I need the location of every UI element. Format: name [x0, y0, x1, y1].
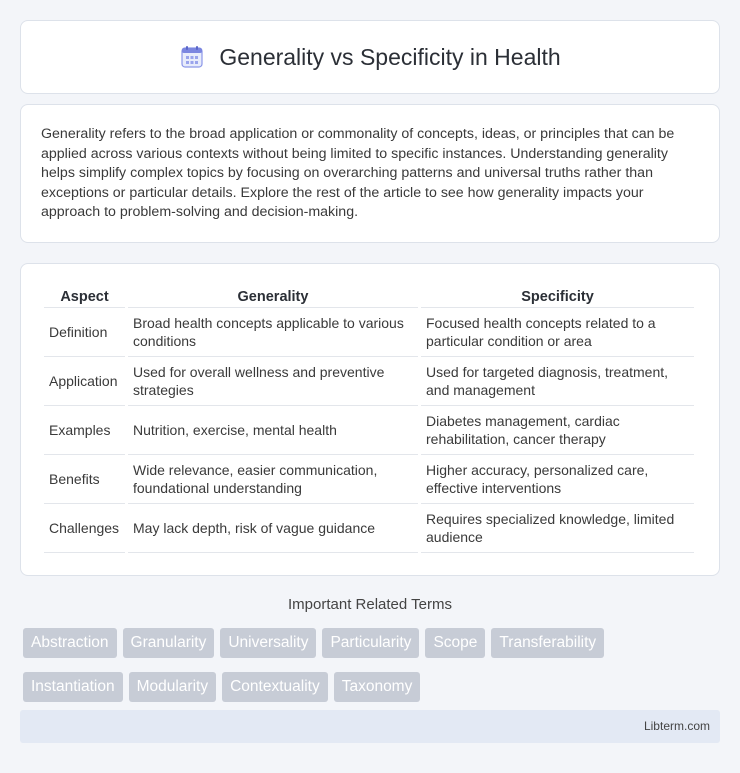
tag-universality[interactable]: Universality	[220, 628, 316, 658]
cell-aspect: Challenges	[44, 504, 125, 553]
cell-aspect: Examples	[44, 406, 125, 455]
page-title: Generality vs Specificity in Health	[219, 43, 561, 70]
intro-text: Generality refers to the broad application or commonality of concepts, ideas, or principles that can be applied across various contexts without being limited to specific instances. Understanding generality helps simplify complex topics by focusing on overarching patterns and universal truths rather than exceptions or particular details. Explore the rest of the article to see how generality impacts your approach to problem-solving and decision-making.	[41, 126, 675, 221]
cell-specificity: Diabetes management, cardiac rehabilitation, cancer therapy	[421, 406, 694, 455]
header-aspect: Aspect	[44, 284, 125, 308]
intro-card	[20, 104, 720, 243]
related-terms-heading: Important Related Terms	[288, 596, 452, 613]
cell-aspect: Application	[44, 357, 125, 406]
tag-instantiation[interactable]: Instantiation	[23, 672, 123, 702]
comparison-card	[20, 263, 720, 576]
cell-specificity: Used for targeted diagnosis, treatment, and management	[421, 357, 694, 406]
related-terms-list	[23, 628, 723, 702]
header-generality: Generality	[128, 284, 418, 308]
tag-scope[interactable]: Scope	[425, 628, 485, 658]
cell-generality: Wide relevance, easier communication, foundational understanding	[128, 455, 418, 504]
cell-specificity: Focused health concepts related to a particular condition or area	[421, 308, 694, 357]
footer	[20, 710, 720, 743]
comparison-table	[41, 284, 697, 553]
footer-site-link[interactable]: Libterm.com	[643, 719, 710, 733]
table-row	[44, 406, 694, 455]
tag-particularity[interactable]: Particularity	[322, 628, 419, 658]
title-card	[20, 20, 720, 94]
cell-aspect: Benefits	[44, 455, 125, 504]
cell-generality: Broad health concepts applicable to various conditions	[128, 308, 418, 357]
tag-contextuality[interactable]: Contextuality	[222, 672, 328, 702]
cell-specificity: Requires specialized knowledge, limited audience	[421, 504, 694, 553]
tag-granularity[interactable]: Granularity	[123, 628, 215, 658]
tag-abstraction[interactable]: Abstraction	[23, 628, 117, 658]
cell-aspect: Definition	[44, 308, 125, 357]
tag-taxonomy[interactable]: Taxonomy	[334, 672, 421, 702]
table-row	[44, 504, 694, 553]
table-row	[44, 455, 694, 504]
header-specificity: Specificity	[421, 284, 694, 308]
table-row	[44, 308, 694, 357]
tag-modularity[interactable]: Modularity	[129, 672, 217, 702]
tag-transferability[interactable]: Transferability	[491, 628, 604, 658]
cell-specificity: Higher accuracy, personalized care, effective interventions	[421, 455, 694, 504]
table-header-row	[44, 284, 694, 308]
calendar-icon	[179, 44, 205, 70]
cell-generality: Used for overall wellness and preventive strategies	[128, 357, 418, 406]
table-row	[44, 357, 694, 406]
cell-generality: Nutrition, exercise, mental health	[128, 406, 418, 455]
cell-generality: May lack depth, risk of vague guidance	[128, 504, 418, 553]
